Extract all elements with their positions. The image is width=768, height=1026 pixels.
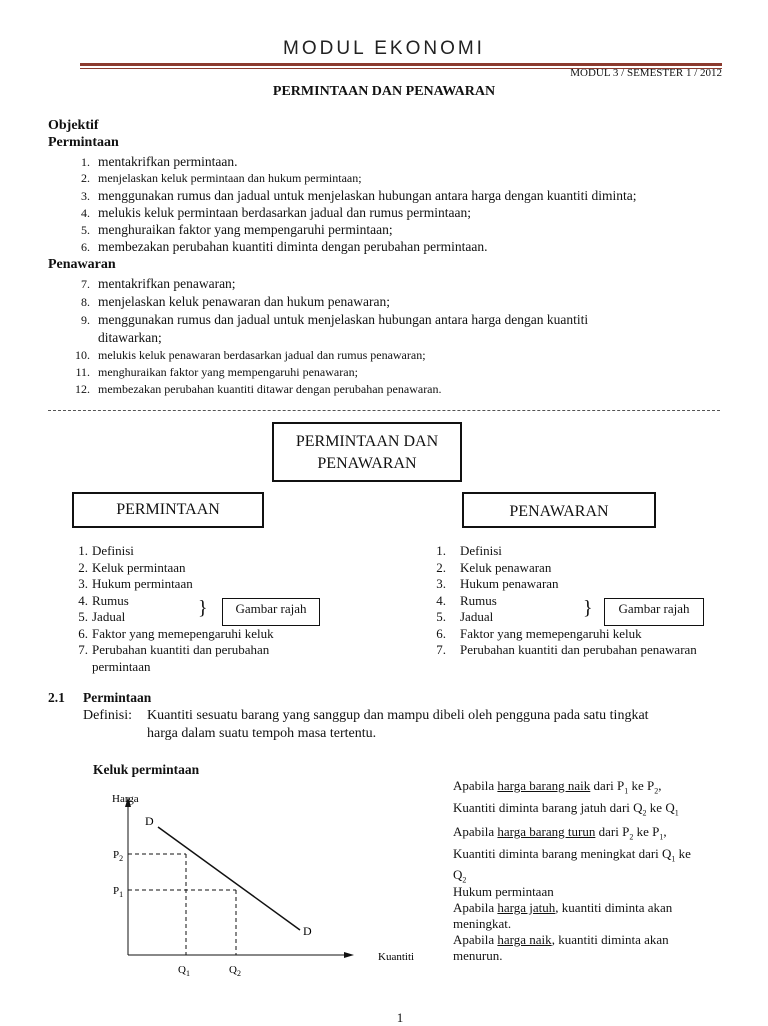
section-number: 2.1 (48, 690, 65, 705)
dashed-divider (48, 410, 720, 411)
permintaan-box: PERMINTAAN (72, 492, 264, 528)
list-item: 6. Faktor yang memepengaruhi keluk (436, 625, 642, 641)
page-number: 1 (396, 1010, 404, 1025)
document-title: PERMINTAAN DAN PENAWARAN (272, 84, 496, 99)
explanation-price-fall: Apabila harga barang turun dari $P_2$ ke $P_1$, Kuantiti diminta barang meningkat dari $Q_1$ ke $Q_2$ (453, 824, 691, 885)
list-item: 9. menggunakan rumus dan jadual untuk menjelaskan hubungan antara harga dengan kuantiti ditawarkan; (81, 312, 589, 345)
penawaran-heading: Penawaran (48, 257, 116, 272)
list-item: 12. membezakan perubahan kuantiti ditawar dengan perubahan penawaran. (75, 382, 442, 396)
gambar-rajah-box-left: Gambar rajah (222, 598, 320, 626)
x-axis-arrow (344, 952, 354, 958)
definition-text-line2: harga dalam suatu tempoh masa tertentu. (147, 726, 377, 741)
y-axis-label: Harga (112, 793, 139, 805)
p1-label: $P_1$ (113, 885, 124, 899)
list-item: 5. Jadual (78, 609, 126, 624)
list-item: 2. Keluk permintaan (78, 559, 186, 575)
gambar-rajah-box-right: Gambar rajah (604, 598, 704, 626)
list-item: 3. Hukum penawaran (436, 576, 559, 591)
brace-left: } (198, 597, 208, 619)
module-number: MODUL 3 / SEMESTER 1 / 2012 (570, 67, 722, 79)
list-item: 1. Definisi (436, 543, 502, 558)
penawaran-box: PENAWARAN (462, 492, 656, 528)
header-rule-thick (80, 63, 722, 66)
list-item: 2. menjelaskan keluk permintaan dan hukum permintaan; (81, 171, 362, 185)
list-item: 5. Jadual (436, 609, 494, 624)
list-item: 3. menggunakan rumus dan jadual untuk menjelaskan hubungan antara harga dengan kuantiti diminta; (81, 188, 637, 203)
p2-label: $P_2$ (113, 849, 124, 863)
list-item: 6. membezakan perubahan kuantiti diminta dengan perubahan permintaan. (81, 239, 488, 254)
demand-label-top: D (145, 814, 154, 828)
list-item: 2. Keluk penawaran (436, 559, 552, 575)
explanation-price-rise: Apabila harga barang naik dari $P_1$ ke $P_2$, Kuantiti diminta barang jatuh dari $Q_2$ ke $Q_1$ (453, 778, 679, 818)
objektif-heading: Objektif (48, 118, 99, 133)
list-item: 7. Perubahan kuantiti dan perubahan penawaran (436, 642, 697, 657)
keluk-heading: Keluk permintaan (93, 762, 200, 777)
demand-curve-chart (100, 785, 430, 985)
list-item: 1. Definisi (78, 543, 134, 558)
permintaan-heading: Permintaan (48, 135, 119, 150)
list-item: 11. menghuraikan faktor yang mempengaruhi penawaran; (75, 365, 358, 379)
list-item: 7. mentakrifkan penawaran; (81, 276, 236, 291)
brace-right: } (583, 597, 593, 619)
main-concept-box: PERMINTAAN DAN PENAWARAN (272, 422, 462, 482)
hukum-permintaan: Hukum permintaan Apabila harga jatuh, kuantiti diminta akan meningkat. Apabila harga naik, kuantiti diminta akan menurun. (453, 884, 673, 963)
list-item: 1. mentakrifkan permintaan. (81, 154, 238, 169)
definition-label: Definisi: (83, 708, 132, 723)
list-item: 3. Hukum permintaan (78, 576, 193, 591)
list-item: 4. melukis keluk permintaan berdasarkan jadual dan rumus permintaan; (81, 205, 472, 220)
list-item: 5. menghuraikan faktor yang mempengaruhi permintaan; (81, 222, 393, 237)
x-axis-label: Kuantiti (378, 951, 415, 963)
list-item: 8. menjelaskan keluk penawaran dan hukum penawaran; (81, 294, 391, 309)
list-item: 7. Perubahan kuantiti dan perubahan permintaan (78, 642, 270, 674)
definition-text-line1: Kuantiti sesuatu barang yang sanggup dan mampu dibeli oleh pengguna pada satu tingkat (147, 708, 649, 723)
q1-label: $Q_1$ (178, 964, 190, 978)
list-item: 10. melukis keluk penawaran berdasarkan jadual dan rumus penawaran; (75, 348, 426, 362)
list-item: 6. Faktor yang memepengaruhi keluk (78, 625, 274, 641)
demand-line (158, 827, 300, 930)
q2-label: $Q_2$ (229, 964, 241, 978)
demand-label-bottom: D (303, 924, 312, 938)
header-title: MODUL EKONOMI (283, 38, 485, 59)
section-title: Permintaan (83, 690, 152, 705)
list-item: 4. Rumus (436, 592, 497, 608)
list-item: 4. Rumus (78, 592, 129, 608)
